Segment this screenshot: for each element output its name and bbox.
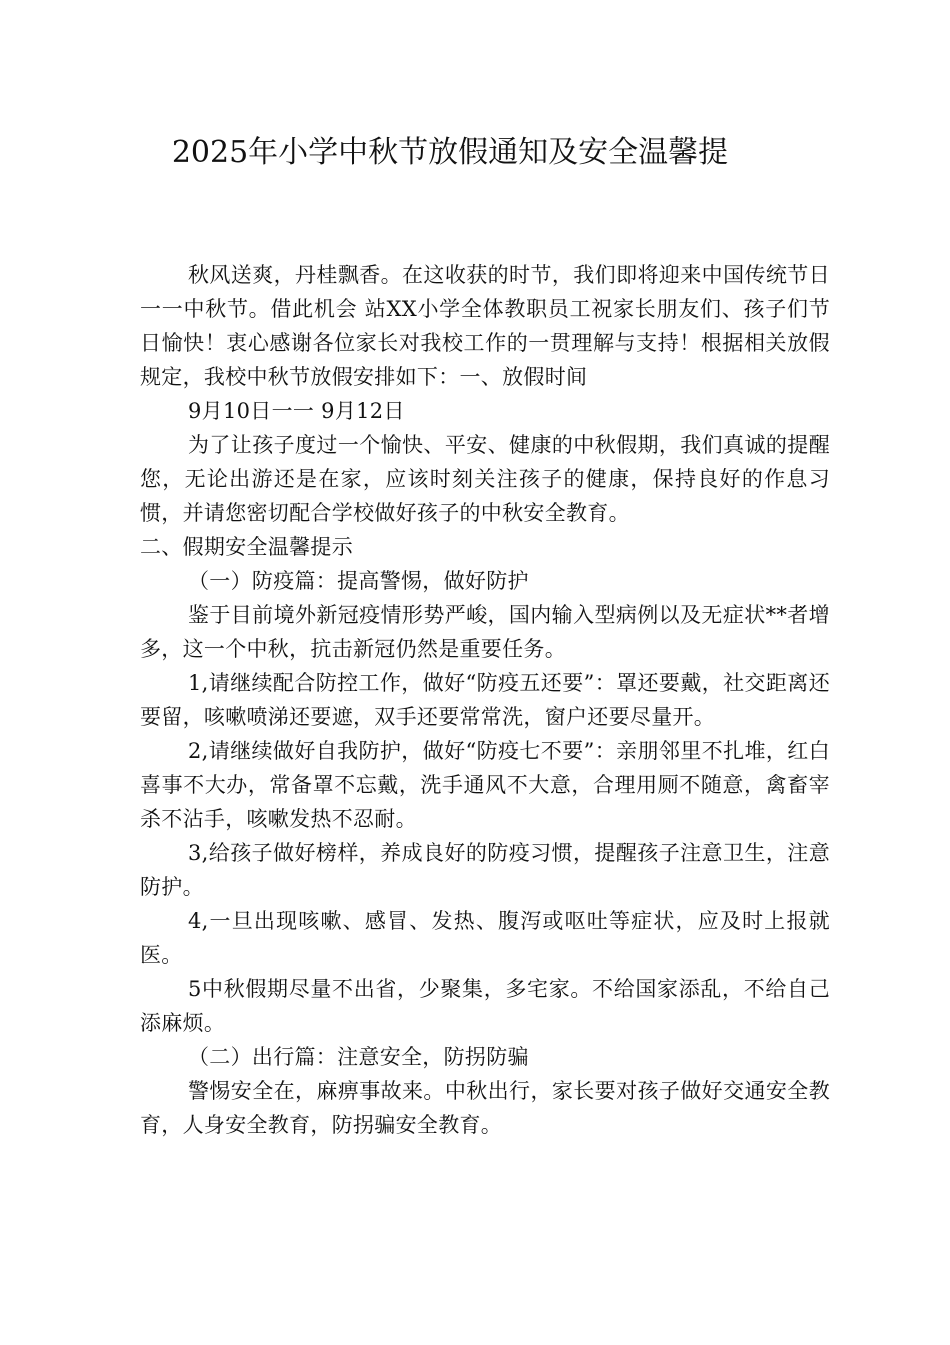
list-item-3: 3,给孩子做好榜样，养成良好的防疫习惯，提醒孩子注意卫生，注意防护。 — [140, 841, 830, 899]
document-title — [0, 131, 900, 175]
list-item-4: 4,一旦出现咳嗽、感冒、发热、腹泻或呕吐等症状，应及时上报就医。 — [140, 909, 830, 967]
paragraph-holiday-dates: 9月10日一一 9月12日 — [188, 399, 405, 423]
list-item-2: 2,请继续做好自我防护，做好“防疫七不要”：亲朋邻里不扎堆，红白喜事不大办，常备罩不忘戴，洗手通风不大意，合理用厕不随意，禽畜宰杀不沾手，咳嗽发热不忍耐。 — [140, 739, 830, 831]
paragraph-intro: 秋风送爽，丹桂飘香。在这收获的时节，我们即将迎来中国传统节日一一中秋节。借此机会 站XX小学全体教职员工祝家长朋友们、孩子们节日愉快！衷心感谢各位家长对我校工作的一贯理解与支持！根据相关放假规定，我校中秋节放假安排如下：一、放假时间 — [140, 263, 830, 389]
document-title-text: 2025年小学中秋节放假通知及安全温馨提 — [171, 135, 729, 170]
section-heading-safety-tips: 二、假期安全温馨提示 — [140, 535, 353, 559]
paragraph-reminder: 为了让孩子度过一个愉快、平安、健康的中秋假期，我们真诚的提醒您，无论出游还是在家，应该时刻关注孩子的健康，保持良好的作息习惯，并请您密切配合学校做好孩子的中秋安全教育。 — [140, 433, 830, 525]
list-item-1: 1,请继续配合防控工作，做好“防疫五还要”：罩还要戴，社交距离还要留，咳嗽喷涕还要遮，双手还要常常洗，窗户还要尽量开。 — [140, 671, 830, 729]
subsection-heading-epidemic: （一）防疫篇：提高警惕，做好防护 — [188, 569, 529, 593]
paragraph-epidemic-situation: 鉴于目前境外新冠疫情形势严峻，国内输入型病例以及无症状**者增多，这一个中秋，抗击新冠仍然是重要任务。 — [140, 603, 830, 661]
paragraph-travel-safety: 警惕安全在，麻痹事故来。中秋出行，家长要对孩子做好交通安全教育，人身安全教育，防拐骗安全教育。 — [140, 1079, 830, 1137]
list-item-5: 5中秋假期尽量不出省，少聚集，多宅家。不给国家添乱，不给自己添麻烦。 — [140, 977, 830, 1035]
subsection-heading-travel: （二）出行篇：注意安全，防拐防骗 — [188, 1045, 529, 1069]
document-body — [140, 258, 830, 1142]
